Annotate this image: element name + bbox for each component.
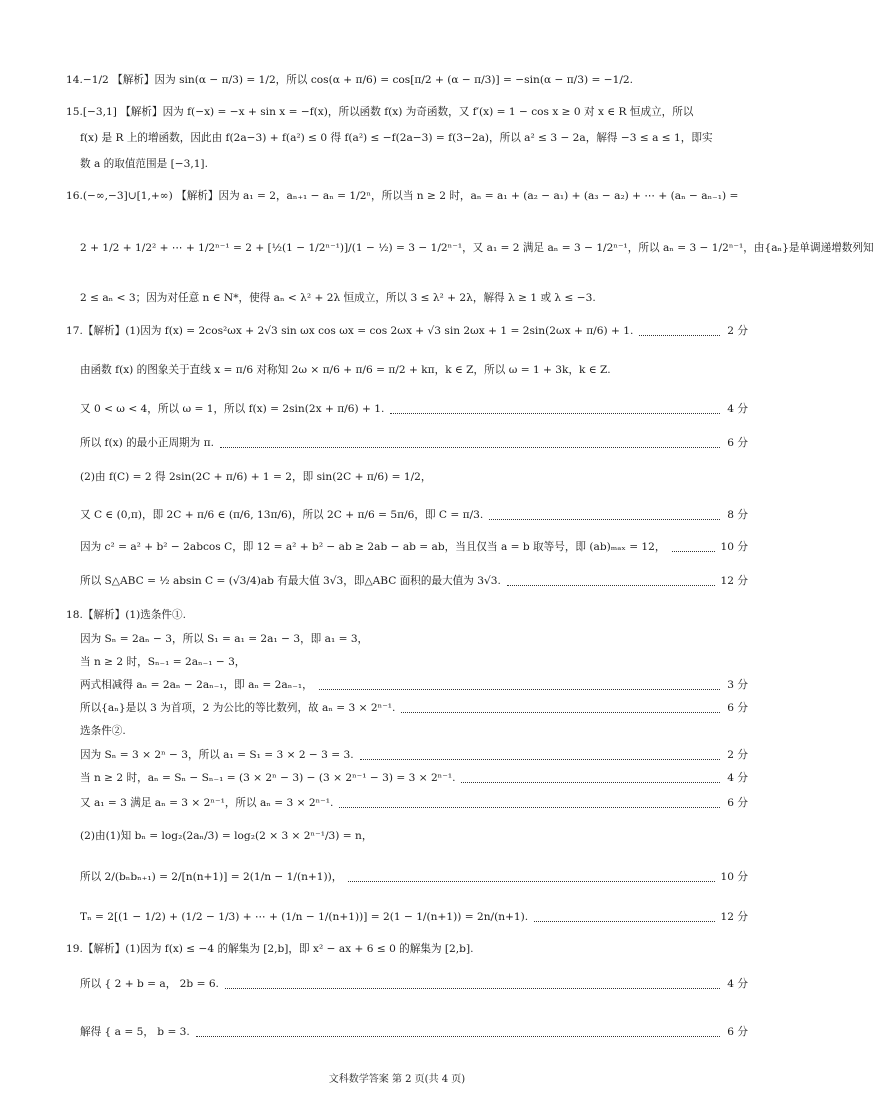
score-label: 6 分 [727, 437, 748, 449]
score-label: 2 分 [727, 325, 748, 337]
score-label: 10 分 [720, 541, 748, 553]
score-label: 8 分 [727, 509, 748, 521]
answer-15-line-2: f(x) 是 R 上的增函数，因此由 f(2a−3) + f(a²) ≤ 0 得 f(a²) ≤ −f(2a−3) = f(3−2a)，所以 a² ≤ 3 − 2a，解得 −3 ≤ a ≤ 1，即实 [80, 132, 713, 144]
score-label: 4 分 [727, 403, 748, 415]
answer-18-line-5: 所以{aₙ}是以 3 为首项，2 为公比的等比数列，故 aₙ = 3 × 2ⁿ⁻¹. 6 分 [80, 702, 748, 714]
answer-15-line-3: 数 a 的取值范围是 [−3,1]. [80, 158, 208, 170]
score-label: 6 分 [727, 1026, 748, 1038]
answer-18-line-11: 所以 2/(bₙbₙ₊₁) = 2/[n(n+1)] = 2(1/n − 1/(n+1))， 10 分 [80, 871, 748, 883]
answer-18-line-2: 因为 Sₙ = 2aₙ − 3，所以 S₁ = a₁ = 2a₁ − 3，即 a₁ = 3， [80, 633, 369, 645]
score-label: 12 分 [720, 575, 748, 587]
score-label: 4 分 [727, 978, 748, 990]
answer-18-line-6: 选条件②. [80, 725, 126, 737]
answer-14: 14.−1/2 【解析】因为 sin(α − π/3) = 1/2，所以 cos(α + π/6) = cos[π/2 + (α − π/3)] = −sin(α − π/3) = −1/2. [66, 74, 634, 86]
answer-19-line-2: 所以 { 2 + b = a， 2b = 6. 4 分 [80, 978, 748, 990]
answer-18-line-12: Tₙ = 2[(1 − 1/2) + (1/2 − 1/3) + ⋯ + (1/n − 1/(n+1))] = 2(1 − 1/(n+1)) = 2n/(n+1). 12 分 [80, 911, 748, 923]
leader-dots [348, 880, 714, 882]
answer-17-line-5: (2)由 f(C) = 2 得 2sin(2C + π/6) + 1 = 2，即 sin(2C + π/6) = 1/2， [80, 471, 432, 483]
answer-17-line-3: 又 0 < ω < 4，所以 ω = 1，所以 f(x) = 2sin(2x + π/6) + 1. 4 分 [80, 403, 748, 415]
leader-dots [639, 334, 720, 336]
answer-17-line-2: 由函数 f(x) 的图象关于直线 x = π/6 对称知 2ω × π/6 + π/6 = π/2 + kπ，k ∈ Z，所以 ω = 1 + 3k，k ∈ Z. [80, 364, 611, 376]
score-label: 10 分 [720, 871, 748, 883]
answer-17-line-1: 17.【解析】(1)因为 f(x) = 2cos²ωx + 2√3 sin ωx cos ωx = cos 2ωx + √3 sin 2ωx + 1 = 2sin(2ωx + π/6) + 1. 2 分 [66, 325, 748, 337]
page-footer: 文科数学答案 第 2 页(共 4 页) [328, 1074, 466, 1085]
leader-dots [220, 446, 720, 448]
answer-18-line-1: 18.【解析】(1)选条件①. [66, 609, 186, 621]
leader-dots [672, 550, 715, 552]
leader-dots [401, 711, 720, 713]
score-label: 3 分 [727, 679, 748, 691]
answer-15-line-1: 15.[−3,1] 【解析】因为 f(−x) = −x + sin x = −f(x)，所以函数 f(x) 为奇函数，又 f′(x) = 1 − cos x ≥ 0 对 x ∈ R 恒成立，所以 [66, 106, 694, 118]
answer-17-line-4: 所以 f(x) 的最小正周期为 π. 6 分 [80, 437, 748, 449]
answer-17-line-8: 所以 S△ABC = ½ absin C = (√3/4)ab 有最大值 3√3，即△ABC 面积的最大值为 3√3. 12 分 [80, 575, 748, 587]
leader-dots [225, 987, 720, 989]
leader-dots [507, 584, 715, 586]
answer-18-line-7: 因为 Sₙ = 3 × 2ⁿ − 3，所以 a₁ = S₁ = 3 × 2 − 3 = 3. 2 分 [80, 749, 748, 761]
score-label: 4 分 [727, 772, 748, 784]
answer-16-line-2: 2 + 1/2 + 1/2² + ⋯ + 1/2ⁿ⁻¹ = 2 + [½(1 − 1/2ⁿ⁻¹)]/(1 − ½) = 3 − 1/2ⁿ⁻¹，又 a₁ = 2 满足 aₙ = 3 − 1/2ⁿ⁻¹，所以 aₙ = 3 − 1/2ⁿ⁻¹，由{aₙ}是单调递增数列知 [80, 242, 874, 254]
answer-18-line-3: 当 n ≥ 2 时，Sₙ₋₁ = 2aₙ₋₁ − 3， [80, 656, 246, 668]
answer-19-line-1: 19.【解析】(1)因为 f(x) ≤ −4 的解集为 [2,b]，即 x² − ax + 6 ≤ 0 的解集为 [2,b]. [66, 943, 474, 955]
score-label: 2 分 [727, 749, 748, 761]
answer-18-line-4: 两式相减得 aₙ = 2aₙ − 2aₙ₋₁，即 aₙ = 2aₙ₋₁， 3 分 [80, 679, 748, 691]
leader-dots [489, 518, 720, 520]
answer-16-line-3: 2 ≤ aₙ < 3；因为对任意 n ∈ N*，使得 aₙ < λ² + 2λ 恒成立，所以 3 ≤ λ² + 2λ，解得 λ ≥ 1 或 λ ≤ −3. [80, 292, 596, 304]
leader-dots [196, 1035, 720, 1037]
leader-dots [461, 781, 720, 783]
leader-dots [339, 806, 720, 808]
score-label: 6 分 [727, 797, 748, 809]
score-label: 12 分 [720, 911, 748, 923]
leader-dots [390, 412, 720, 414]
answer-18-line-8: 当 n ≥ 2 时，aₙ = Sₙ − Sₙ₋₁ = (3 × 2ⁿ − 3) − (3 × 2ⁿ⁻¹ − 3) = 3 × 2ⁿ⁻¹. 4 分 [80, 772, 748, 784]
leader-dots [360, 758, 720, 760]
answer-18-line-9: 又 a₁ = 3 满足 aₙ = 3 × 2ⁿ⁻¹，所以 aₙ = 3 × 2ⁿ⁻¹. 6 分 [80, 797, 748, 809]
leader-dots [534, 920, 714, 922]
score-label: 6 分 [727, 702, 748, 714]
answer-17-line-6: 又 C ∈ (0,π)，即 2C + π/6 ∈ (π/6, 13π/6)，所以 2C + π/6 = 5π/6，即 C = π/3. 8 分 [80, 509, 748, 521]
answer-18-line-10: (2)由(1)知 bₙ = log₂(2aₙ/3) = log₂(2 × 3 × 2ⁿ⁻¹/3) = n， [80, 830, 373, 842]
answer-17-line-7: 因为 c² = a² + b² − 2abcos C，即 12 = a² + b² − ab ≥ 2ab − ab = ab，当且仅当 a = b 取等号，即 (ab)ₘₐₓ = 12， 10 分 [80, 541, 748, 553]
leader-dots [319, 688, 720, 690]
answer-16-line-1: 16.(−∞,−3]∪[1,+∞) 【解析】因为 a₁ = 2，aₙ₊₁ − aₙ = 1/2ⁿ，所以当 n ≥ 2 时，aₙ = a₁ + (a₂ − a₁) + (a₃ − a₂) + ⋯ + (aₙ − aₙ₋₁) = [66, 190, 739, 202]
answer-19-line-3: 解得 { a = 5， b = 3. 6 分 [80, 1026, 748, 1038]
